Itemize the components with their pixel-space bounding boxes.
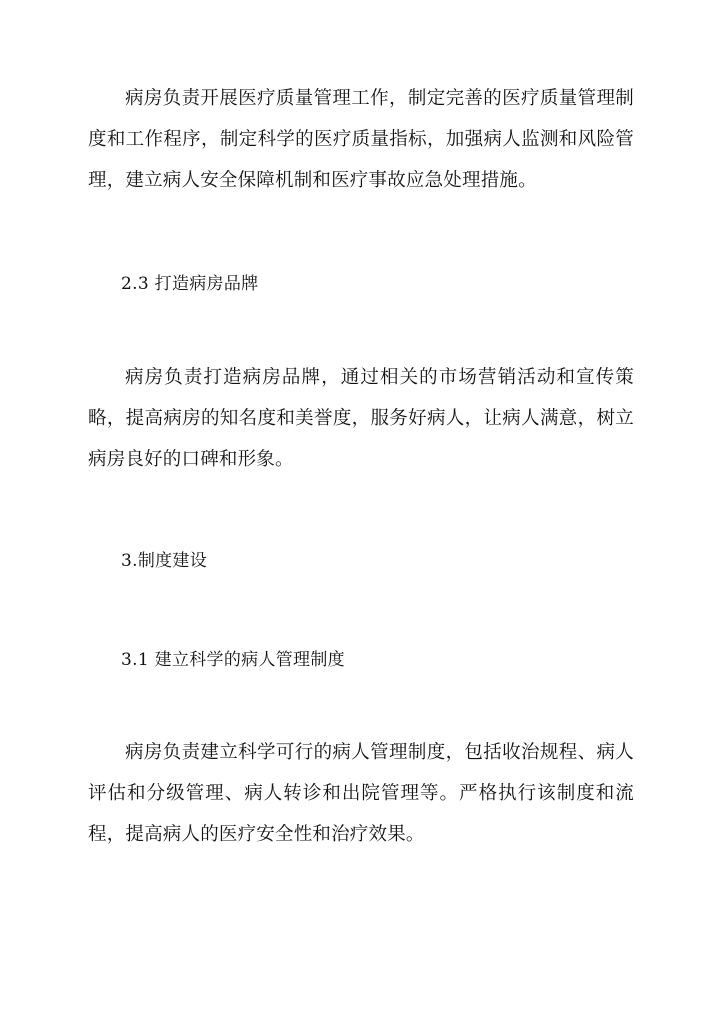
paragraph-ward-brand: 病房负责打造病房品牌，通过相关的市场营销活动和宣传策略，提高病房的知名度和美誉度，服务好病人，让病人满意，树立病房良好的口碑和形象。 — [88, 367, 634, 470]
section-heading-3-1: 3.1 建立科学的病人管理制度 — [121, 650, 345, 670]
paragraph-patient-management: 病房负责建立科学可行的病人管理制度，包括收治规程、病人评估和分级管理、病人转诊和出院管理等。严格执行该制度和流程，提高病人的医疗安全性和治疗效果。 — [88, 742, 634, 845]
paragraph-quality-management: 病房负责开展医疗质量管理工作，制定完善的医疗质量管理制度和工作程序，制定科学的医疗质量指标，加强病人监测和风险管理，建立病人安全保障机制和医疗事故应急处理措施。 — [88, 88, 634, 191]
section-heading-2-3: 2.3 打造病房品牌 — [121, 274, 259, 294]
section-heading-3: 3.制度建设 — [121, 551, 208, 571]
